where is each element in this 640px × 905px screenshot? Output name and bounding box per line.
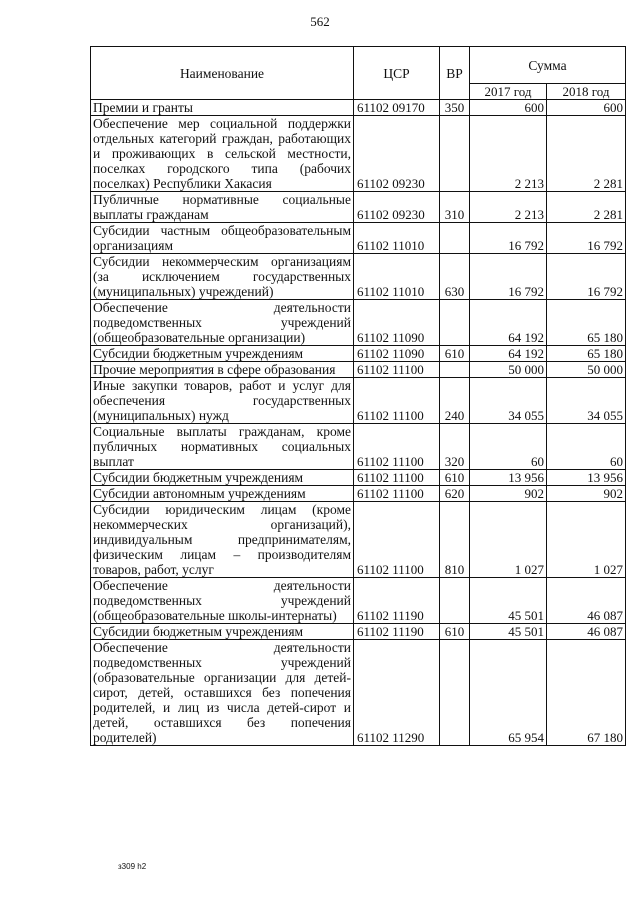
header-vr: ВР xyxy=(440,47,470,100)
row-vr-code: 810 xyxy=(440,502,470,578)
table-row xyxy=(91,346,626,362)
row-vr-code xyxy=(440,362,470,378)
table-row xyxy=(91,640,626,746)
row-amount-2017: 64 192 xyxy=(470,346,547,362)
row-amount-2017: 45 501 xyxy=(470,624,547,640)
table-row xyxy=(91,362,626,378)
row-amount-2017: 1 027 xyxy=(470,502,547,578)
row-amount-2018: 67 180 xyxy=(547,640,626,746)
table-row xyxy=(91,424,626,470)
row-amount-2018: 600 xyxy=(547,100,626,116)
row-csr-code: 61102 11090 xyxy=(354,346,440,362)
page-number: 562 xyxy=(310,14,330,29)
row-vr-code xyxy=(440,300,470,346)
row-amount-2017: 34 055 xyxy=(470,378,547,424)
table-row xyxy=(91,502,626,578)
row-name: Субсидии бюджетным учреждениям xyxy=(91,470,354,486)
header-sum: Сумма xyxy=(470,47,626,84)
table-row xyxy=(91,100,626,116)
row-vr-code: 620 xyxy=(440,486,470,502)
row-name: Обеспечение мер социальной поддержки отдельных категорий граждан, работающих и проживающих в сельской местности, поселках городского типа (рабочих поселках) Республики Хакасия xyxy=(91,116,354,192)
row-csr-code: 61102 11100 xyxy=(354,424,440,470)
row-amount-2017: 64 192 xyxy=(470,300,547,346)
table-row xyxy=(91,254,626,300)
row-amount-2018: 902 xyxy=(547,486,626,502)
row-name: Прочие мероприятия в сфере образования xyxy=(91,362,354,378)
row-name: Субсидии бюджетным учреждениям xyxy=(91,624,354,640)
row-amount-2018: 46 087 xyxy=(547,578,626,624)
row-vr-code: 610 xyxy=(440,470,470,486)
table-row xyxy=(91,578,626,624)
table-header xyxy=(91,47,626,100)
row-csr-code: 61102 11010 xyxy=(354,254,440,300)
row-csr-code: 61102 11190 xyxy=(354,578,440,624)
row-amount-2017: 600 xyxy=(470,100,547,116)
row-name: Обеспечение деятельности подведомственных учреждений (общеобразовательные организации) xyxy=(91,300,354,346)
table-row xyxy=(91,470,626,486)
row-amount-2017: 50 000 xyxy=(470,362,547,378)
table-row xyxy=(91,223,626,254)
header-name: Наименование xyxy=(91,47,354,100)
row-vr-code: 610 xyxy=(440,624,470,640)
table-row xyxy=(91,300,626,346)
row-amount-2018: 46 087 xyxy=(547,624,626,640)
row-csr-code: 61102 11100 xyxy=(354,378,440,424)
row-vr-code: 630 xyxy=(440,254,470,300)
row-csr-code: 61102 11100 xyxy=(354,502,440,578)
row-name: Иные закупки товаров, работ и услуг для обеспечения государственных (муниципальных) нужд xyxy=(91,378,354,424)
row-amount-2017: 60 xyxy=(470,424,547,470)
footer-code: з309 h2 xyxy=(118,862,147,871)
row-csr-code: 61102 09230 xyxy=(354,116,440,192)
row-csr-code: 61102 11290 xyxy=(354,640,440,746)
table-body xyxy=(91,100,626,746)
row-name: Субсидии бюджетным учреждениям xyxy=(91,346,354,362)
row-amount-2018: 16 792 xyxy=(547,223,626,254)
table-row xyxy=(91,192,626,223)
row-amount-2017: 45 501 xyxy=(470,578,547,624)
row-amount-2018: 34 055 xyxy=(547,378,626,424)
row-amount-2017: 16 792 xyxy=(470,254,547,300)
row-csr-code: 61102 11100 xyxy=(354,470,440,486)
row-csr-code: 61102 11100 xyxy=(354,362,440,378)
row-vr-code xyxy=(440,578,470,624)
row-amount-2017: 2 213 xyxy=(470,192,547,223)
row-amount-2018: 60 xyxy=(547,424,626,470)
row-amount-2018: 65 180 xyxy=(547,300,626,346)
row-amount-2017: 16 792 xyxy=(470,223,547,254)
row-name: Субсидии юридическим лицам (кроме некоммерческих организаций), индивидуальным предпринимателям, физическим лицам – производителям товаров, работ, услуг xyxy=(91,502,354,578)
header-csr: ЦСР xyxy=(354,47,440,100)
row-name: Публичные нормативные социальные выплаты гражданам xyxy=(91,192,354,223)
row-name: Обеспечение деятельности подведомственных учреждений (образовательные организации для детей-сирот, детей, оставшихся без попечения родителей, и лиц из числа детей-сирот и детей, оставшихся без попечения родителей) xyxy=(91,640,354,746)
row-vr-code: 310 xyxy=(440,192,470,223)
row-amount-2017: 902 xyxy=(470,486,547,502)
row-csr-code: 61102 11090 xyxy=(354,300,440,346)
row-amount-2018: 13 956 xyxy=(547,470,626,486)
row-vr-code: 350 xyxy=(440,100,470,116)
row-vr-code: 240 xyxy=(440,378,470,424)
row-csr-code: 61102 11010 xyxy=(354,223,440,254)
header-year-2017: 2017 год xyxy=(470,84,547,100)
row-vr-code: 320 xyxy=(440,424,470,470)
row-name: Субсидии автономным учреждениям xyxy=(91,486,354,502)
table-row xyxy=(91,486,626,502)
row-vr-code xyxy=(440,223,470,254)
row-amount-2018: 50 000 xyxy=(547,362,626,378)
row-csr-code: 61102 09170 xyxy=(354,100,440,116)
table-row xyxy=(91,624,626,640)
table-row xyxy=(91,378,626,424)
row-amount-2018: 2 281 xyxy=(547,192,626,223)
row-name: Премии и гранты xyxy=(91,100,354,116)
row-amount-2017: 65 954 xyxy=(470,640,547,746)
row-name: Субсидии частным общеобразовательным организациям xyxy=(91,223,354,254)
budget-table xyxy=(90,46,626,746)
row-csr-code: 61102 11190 xyxy=(354,624,440,640)
header-year-2018: 2018 год xyxy=(547,84,626,100)
row-vr-code xyxy=(440,116,470,192)
row-csr-code: 61102 09230 xyxy=(354,192,440,223)
row-csr-code: 61102 11100 xyxy=(354,486,440,502)
row-name: Обеспечение деятельности подведомственных учреждений (общеобразовательные школы-интернаты) xyxy=(91,578,354,624)
row-amount-2017: 2 213 xyxy=(470,116,547,192)
row-amount-2017: 13 956 xyxy=(470,470,547,486)
row-vr-code xyxy=(440,640,470,746)
table-row xyxy=(91,116,626,192)
row-vr-code: 610 xyxy=(440,346,470,362)
row-name: Социальные выплаты гражданам, кроме публичных нормативных социальных выплат xyxy=(91,424,354,470)
row-amount-2018: 65 180 xyxy=(547,346,626,362)
row-amount-2018: 2 281 xyxy=(547,116,626,192)
row-amount-2018: 1 027 xyxy=(547,502,626,578)
row-name: Субсидии некоммерческим организациям (за исключением государственных (муниципальных) учреждений) xyxy=(91,254,354,300)
row-amount-2018: 16 792 xyxy=(547,254,626,300)
